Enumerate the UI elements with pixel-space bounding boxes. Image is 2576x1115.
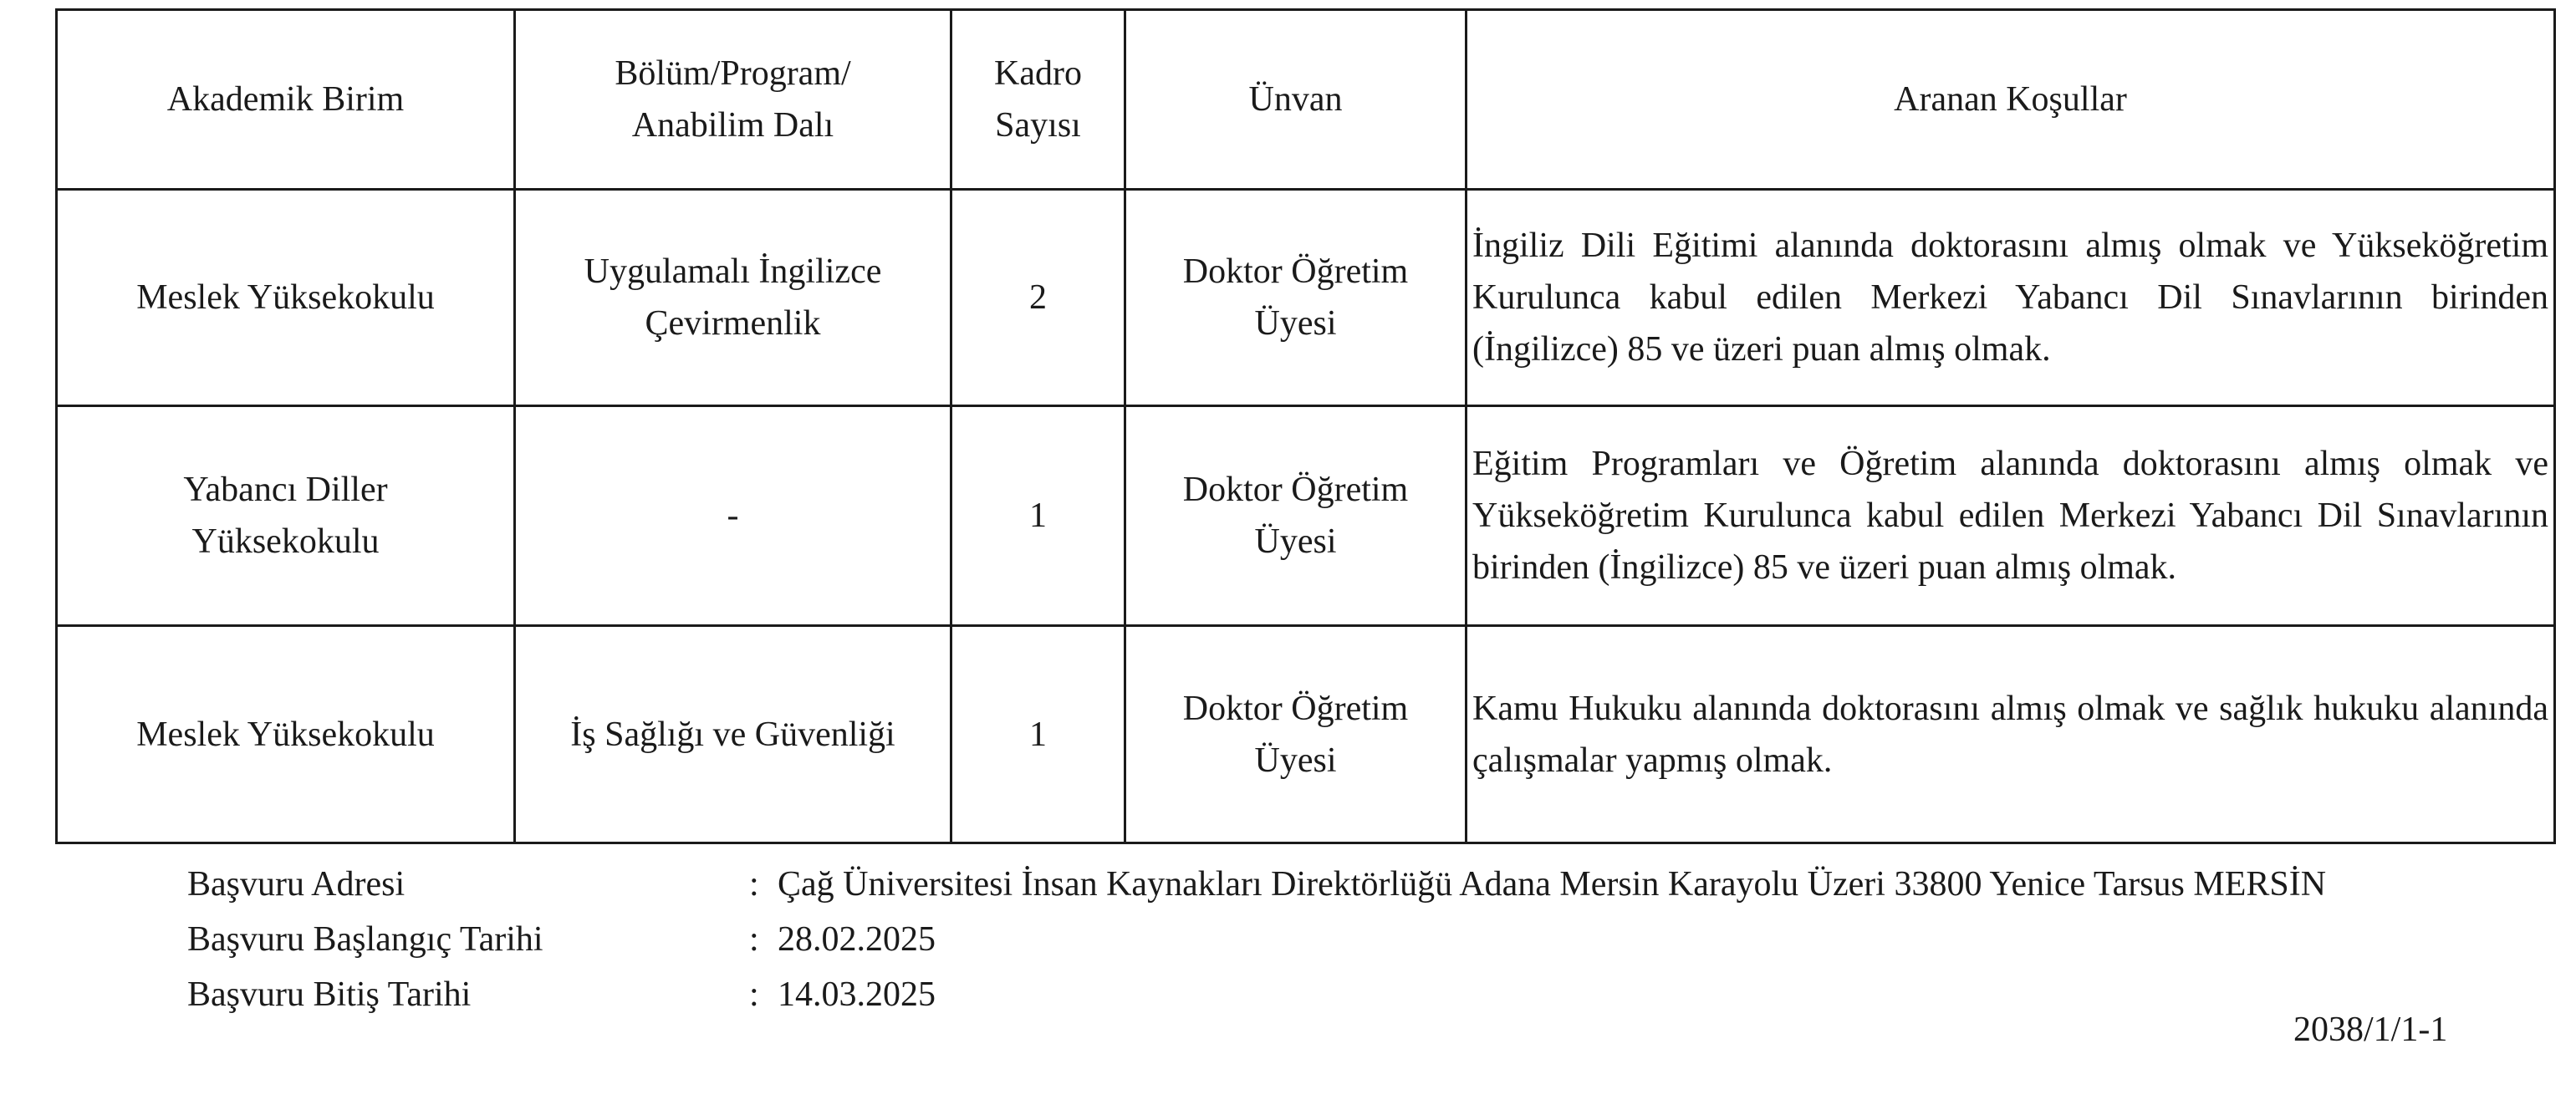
start-date-colon: :: [749, 920, 759, 959]
start-date-value: 28.02.2025: [778, 920, 936, 959]
cell-unit: Meslek Yüksekokulu: [57, 190, 515, 406]
cell-count: 1: [951, 406, 1125, 626]
cell-title: Doktor Öğretim Üyesi: [1125, 190, 1467, 406]
start-date-label: Başvuru Başlangıç Tarihi: [187, 920, 543, 959]
cell-unit: Yabancı Diller Yüksekokulu: [57, 406, 515, 626]
header-conditions: Aranan Koşullar: [1467, 10, 2555, 190]
cell-department: -: [515, 406, 951, 626]
positions-table: [55, 8, 2556, 844]
cell-department: İş Sağlığı ve Güvenliği: [515, 626, 951, 843]
header-department: Bölüm/Program/ Anabilim Dalı: [515, 10, 951, 190]
cell-conditions: Kamu Hukuku alanında doktorasını almış olmak ve sağlık hukuku alanında çalışmalar yapmış olmak.: [1467, 626, 2555, 843]
cell-count: 2: [951, 190, 1125, 406]
address-colon: :: [749, 865, 759, 904]
end-date-colon: :: [749, 975, 759, 1014]
header-title: Ünvan: [1125, 10, 1467, 190]
address-value: Çağ Üniversitesi İnsan Kaynakları Direktörlüğü Adana Mersin Karayolu Üzeri 33800 Yenice Tarsus MERSİN: [778, 865, 2327, 904]
end-date-label: Başvuru Bitiş Tarihi: [187, 975, 472, 1014]
cell-department: Uygulamalı İngilizce Çevirmenlik: [515, 190, 951, 406]
header-unit: Akademik Birim: [57, 10, 515, 190]
cell-conditions: Eğitim Programları ve Öğretim alanında doktorasını almış olmak ve Yükseköğretim Kurulunca kabul edilen Merkezi Yabancı Dil Sınavlarının birinden (İngilizce) 85 ve üzeri puan almış olmak.: [1467, 406, 2555, 626]
table-row: [57, 406, 2555, 626]
end-date-value: 14.03.2025: [778, 975, 936, 1014]
document-reference-number: 2038/1/1-1: [2293, 1011, 2448, 1049]
table-row: [57, 626, 2555, 843]
cell-count: 1: [951, 626, 1125, 843]
address-label: Başvuru Adresi: [187, 865, 406, 904]
table-header-row: [57, 10, 2555, 190]
cell-unit: Meslek Yüksekokulu: [57, 626, 515, 843]
cell-title: Doktor Öğretim Üyesi: [1125, 626, 1467, 843]
header-count: Kadro Sayısı: [951, 10, 1125, 190]
cell-title: Doktor Öğretim Üyesi: [1125, 406, 1467, 626]
cell-conditions: İngiliz Dili Eğitimi alanında doktorasını almış olmak ve Yükseköğretim Kurulunca kabul edilen Merkezi Yabancı Dil Sınavlarının birinden (İngilizce) 85 ve üzeri puan almış olmak.: [1467, 190, 2555, 406]
table-row: [57, 190, 2555, 406]
